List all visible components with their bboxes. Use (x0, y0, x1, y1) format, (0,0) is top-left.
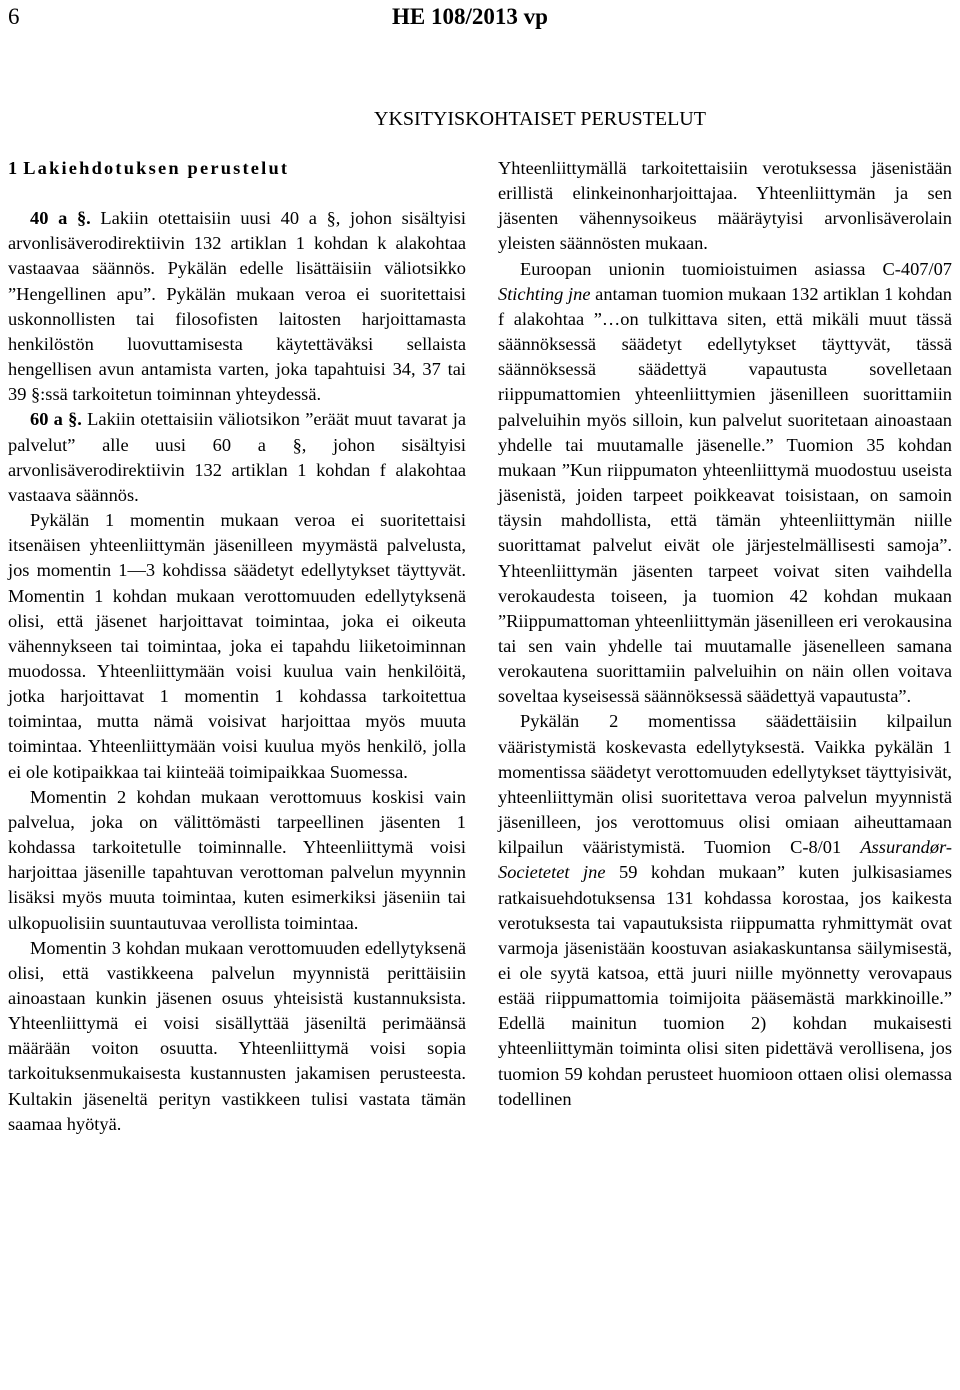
paragraph-text: antaman tuomion mukaan 132 artiklan 1 kohdan f alakohtaa ”…on tulkittava siten, että mikäli muut tässä säännöksessä säädetyt edellytykset täyttyvät, tässä säännöksessä säädettyä vapautusta sovelletaan riippumattomien yhteenliittymien jäsenilleen suorittamiin palveluihin myös silloin, kun palvelut suoritetaan ainoastaan yhdelle tai muutamalle jäsenelle.” Tuomion 35 kohdan mukaan ”Kun riippumaton yhteenliittymä muodostuu useista jäsenistä, joiden tarpeet poikkeavat toisistaan, on samoin täysin mahdollista, että tämän yhteenliittymän niille suorittamat palvelut eivät ole järjestelmällisesti samoja”. Yhteenliittymän jäsenten tarpeet voivat siten vaihdella verokaudesta toiseen, ja tuomion 42 kohdan mukaan ”Riippumattoman yhteenliittymän jäsenilleen eri verokausina tai sen vain yhdelle tai muutamalle jäsenelleen samana verokautena suorittamiin palveluihin on näin ollen voitava soveltaa kyseisessä säännöksessä säädettyä vapautusta”. (498, 283, 952, 707)
paragraph-text: Euroopan unionin tuomioistuimen asiassa C-407/07 (520, 258, 952, 279)
document-heading: YKSITYISKOHTAISET PERUSTELUT (374, 108, 706, 130)
paragraph: Pykälän 1 momentin mukaan veroa ei suoritettaisi itsenäisen yhteenliittymän jäsenilleen myymästä palvelusta, jos momentin 1—3 kohdissa säädetyt edellytykset täyttyvät. Momentin 1 kohdan mukaan verottomuuden edellytyksenä olisi, että jäsenet harjoittavat toimintaa, joka ei oikeuta vähennykseen tai toimintaa, joka ei tapahdu liiketoiminnan muodossa. Yhteenliittymään voisi kuulua vain henkilöitä, jotka harjoittavat 1 momentin 1 kohdassa tarkoitettua toimintaa, mutta nämä voisivat harjoittaa myös muuta toimintaa. Yhteenliittymään voisi kuulua myös henkilö, jolla ei ole kotipaikkaa tai kiinteää toimipaikkaa Suomessa. (8, 510, 466, 782)
paragraph-case-c407-07 (498, 257, 952, 710)
paragraph-text: Lakiin otettaisiin väliotsikon ”eräät muut tavarat ja palvelut” alle uusi 60 a §, johon sisältyisi arvonlisäverodirektiivin 132 artiklan 1 kohdan f alakohtaa vastaava säännös. (8, 409, 466, 505)
left-column (8, 156, 466, 1137)
paragraph-text: Lakiin otettaisiin uusi 40 a §, johon sisältyisi arvonlisäverodirektiivin 132 artiklan 1 kohdan k alakohtaa vastaavaa säännös. Pykälän edelle lisättäisiin väliotsikko ”Hengellinen apu”. Pykälän mukaan veroa ei suoritettaisi uskonnollisten tai filosofisten laitosten harjoittamasta henkilöstön luovuttamisesta käytettäväksi sellaista hengellisen avun antamista varten, joka tapahtuisi 34, 37 tai 39 §:ssä tarkoitetun toiminnan yhteydessä. (8, 208, 466, 405)
right-column (498, 156, 952, 1112)
page-header (8, 2, 952, 36)
paragraph-text: Pykälän 2 momentissa säädettäisiin kilpailun vääristymistä koskevasta edellytyksestä. Vaikka pykälän 1 momentissa säädetyt verottomuuden edellytykset täyttyisivät, yhteenliittymän olisi suoritettava veroa palvelun myynnistä jäsenilleen, jos verottomuus olisi omiaan aiheuttamaan kilpailun vääristymistä. Tuomion C-8/01 (498, 711, 952, 858)
section-heading (8, 156, 466, 181)
section-ref-40a: 40 a §. (30, 208, 91, 229)
paragraph-text: 59 kohdan mukaan” kuten julkisasiames ratkaisuehdotuksensa 131 kohdassa korostaa, jos kaikesta verotuksesta tai vapautuksista riippumatta ryhmittymät ovat varmoja jäsenistään koostuvan asiakaskuntansa säilymisestä, ei ole syytä katsoa, että juuri niille myönnetty verovapaus estää riippumattomia toimijoita pääsemästä markkinoille.” Edellä mainitun tuomion 2) kohdan mukaisesti yhteenliittymän toiminta olisi siten pidettävä verollisena, jos tuomion 59 kohdan perusteet huomioon ottaen olisi olemassa todellinen (498, 862, 952, 1109)
section-title: Lakiehdotuksen perustelut (23, 158, 290, 178)
case-name: Assurandør-Societetet jne (498, 837, 952, 883)
paragraph-60a (8, 407, 466, 508)
paragraph: Momentin 2 kohdan mukaan verottomuus koskisi vain palvelua, joka on välittömästi tarpeellinen jäsenten 1 kohdassa tarkoitetulle toiminnalle. Yhteenliittymä voisi harjoittaa jäsenille tapahtuvan verottoman palvelun myynnin lisäksi myös muuta toimintaa, kuten esimerkiksi jäseniin tai ulkopuolisiin suuntautuvaa verollista toimintaa. (8, 786, 466, 933)
section-number: 1 (8, 158, 18, 178)
section-ref-60a: 60 a §. (30, 409, 82, 430)
case-name: Stichting jne (498, 283, 591, 304)
paragraph-40a (8, 206, 466, 407)
paragraph: Momentin 3 kohdan mukaan verottomuuden edellytyksenä olisi, että vastikkeena palvelun myynnistä perittäisiin ainoastaan kunkin jäsenen osuus yhteisistä kustannuksista. Yhteenliittymä ei voisi sisällyttää jäseniltä perimäänsä määrään voiton osuutta. Yhteenliittymä voisi sopia tarkoituksenmukaisesta kustannusten jakamisen perusteesta. Kultakin jäseneltä perityn vastikkeen tulisi vastata tämän saamaa hyötyä. (8, 937, 466, 1134)
page-number: 6 (8, 4, 20, 29)
paragraph-case-c8-01 (498, 709, 952, 1112)
paragraph: Yhteenliittymällä tarkoitettaisiin verotuksessa jäsenistään erillistä elinkeinonharjoittajaa. Yhteenliittymän ja sen jäsenten vähennysoikeus määräytyisi arvonlisäverolain yleisten säännösten mukaan. (498, 158, 952, 254)
document-id: HE 108/2013 vp (392, 4, 548, 29)
